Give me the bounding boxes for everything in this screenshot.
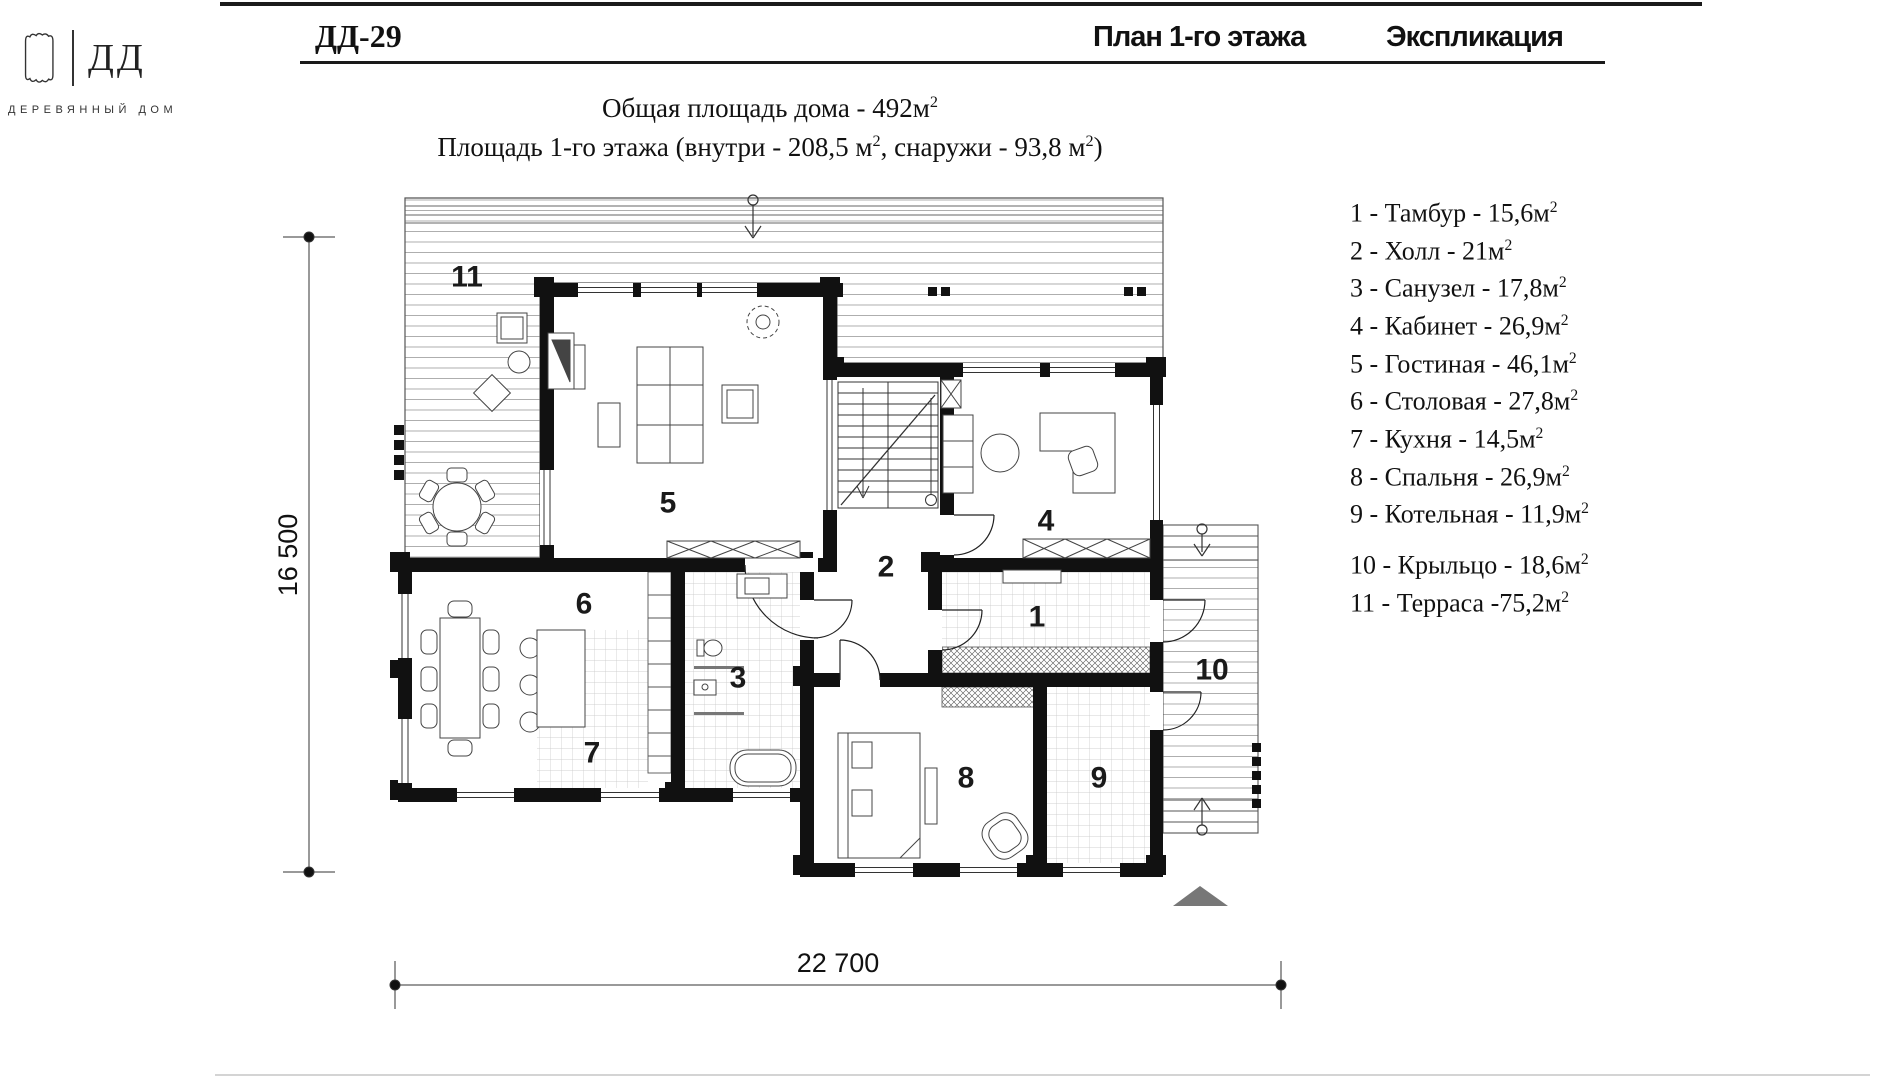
floor-area-line: Площадь 1-го этажа (внутри - 208,5 $м^2$, снаружи - 93,8 $м^2$) [437, 132, 1103, 162]
staircase [838, 382, 938, 508]
room-label-porch: 10 [1195, 653, 1229, 687]
explication-item-8: 8 - Спальня - $26,9м^2$ [1350, 462, 1570, 492]
explication-item-7: 7 - Кухня - $14,5м^2$ [1350, 424, 1544, 454]
explication-item-11: 11 - Терраса $-75,2м^2$ [1350, 588, 1569, 618]
page-title: План 1-го этажа [1093, 21, 1306, 53]
explication-item-2: 2 - Холл - $21м^2$ [1350, 236, 1513, 266]
dim-height-label: 16 500 [273, 513, 303, 597]
living-room-furniture [548, 306, 800, 558]
room-label-dining: 6 [575, 587, 593, 621]
room-label-boiler: 9 [1090, 761, 1108, 795]
dimension-height [273, 232, 335, 877]
explication-item-10: 10 - Крыльцо - $18,6м^2$ [1350, 550, 1589, 580]
explication-title: Экспликация [1386, 21, 1563, 53]
explication-item-5: 5 - Гостиная - $46,1м^2$ [1350, 349, 1577, 379]
logo-company-name: ДЕРЕВЯННЫЙ ДОМ [8, 104, 178, 116]
explication-item-4: 4 - Кабинет - $26,9м^2$ [1350, 311, 1569, 341]
explication-item-3: 3 - Санузел - $17,8м^2$ [1350, 273, 1567, 303]
room-label-office: 4 [1037, 504, 1055, 538]
dimension-width [390, 948, 1286, 1009]
entrance-mark [1173, 886, 1228, 906]
room-label-bedroom: 8 [957, 761, 975, 795]
project-code: ДД-29 [315, 18, 402, 54]
room-label-bathroom: 3 [729, 661, 747, 695]
room-label-kitchen: 7 [583, 736, 601, 770]
explication-item-1: 1 - Тамбур - $15,6м^2$ [1350, 198, 1558, 228]
explication-item-6: 6 - Столовая - $27,8м^2$ [1350, 386, 1579, 416]
room-label-terrace: 11 [451, 260, 483, 294]
bedroom-furniture [838, 733, 1033, 865]
total-area-line: Общая площадь дома - $492м^2$ [602, 93, 938, 123]
dim-width-label: 22 700 [796, 948, 880, 978]
logo-letters: ДД [72, 30, 146, 86]
room-label-hall: 2 [877, 550, 895, 584]
explication-item-9: 9 - Котельная - $11,9м^2$ [1350, 499, 1589, 529]
tambour-furniture [1003, 570, 1061, 583]
room-label-living: 5 [659, 486, 677, 520]
room-label-tambour: 1 [1028, 600, 1046, 634]
